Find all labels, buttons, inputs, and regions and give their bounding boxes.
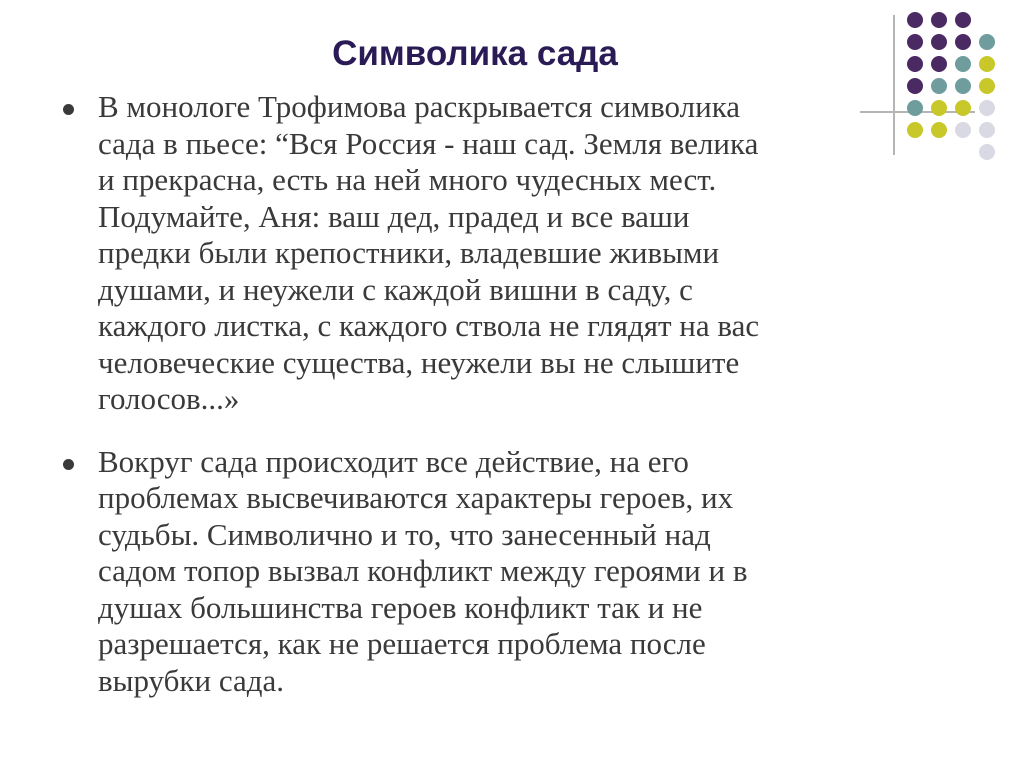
decorative-dot — [931, 56, 947, 72]
decorative-dot — [979, 100, 995, 116]
decorative-dot — [907, 34, 923, 50]
bullet-item — [60, 444, 970, 700]
text-line: сада в пьесе: “Вся Россия - наш сад. Земля велика — [98, 125, 759, 161]
decorative-dot — [955, 56, 971, 72]
text-line: садом топор вызвал конфликт между героями и в — [98, 553, 748, 588]
decorative-dot — [979, 34, 995, 50]
text-line: вырубки сада. — [98, 662, 284, 698]
decorative-dot — [979, 78, 995, 94]
text-line: В монологе Трофимова раскрывается символика — [98, 89, 741, 124]
text-line: разрешается, как не решается проблема после — [98, 626, 706, 661]
decorative-dot — [979, 56, 995, 72]
decorative-dot — [955, 12, 971, 28]
text-line: предки были крепостники, владевшие живыми — [98, 235, 720, 270]
text-line: человеческие существа, неужели вы не слышите — [98, 344, 740, 380]
text-line: Подумайте, Аня: ваш дед, прадед и все ваши — [98, 198, 690, 234]
decorative-dot — [931, 12, 947, 28]
text-line: судьбы. Символично и то, что занесенный над — [98, 516, 711, 552]
text-line: душами, и неужели с каждой вишни в саду, с — [98, 271, 693, 307]
text-line: и прекрасна, есть на ней много чудесных мест. — [98, 162, 717, 197]
bullet-item — [60, 89, 970, 418]
text-line: душах большинства героев конфликт так и не — [98, 589, 703, 625]
decorative-dot — [979, 144, 995, 160]
decorative-dot — [931, 34, 947, 50]
text-line: каждого листка, с каждого ствола не глядят на вас — [98, 308, 760, 343]
text-line: проблемах высвечиваются характеры героев, их — [98, 480, 734, 515]
decorative-dot — [907, 12, 923, 28]
text-line: Вокруг сада происходит все действие, на его — [98, 443, 689, 479]
decorative-dot — [955, 34, 971, 50]
decorative-dot — [979, 122, 995, 138]
text-line: голосов...» — [98, 381, 240, 416]
decorative-dot — [907, 56, 923, 72]
bullet-list — [60, 89, 970, 725]
slide-title: Символика сада — [332, 34, 618, 73]
